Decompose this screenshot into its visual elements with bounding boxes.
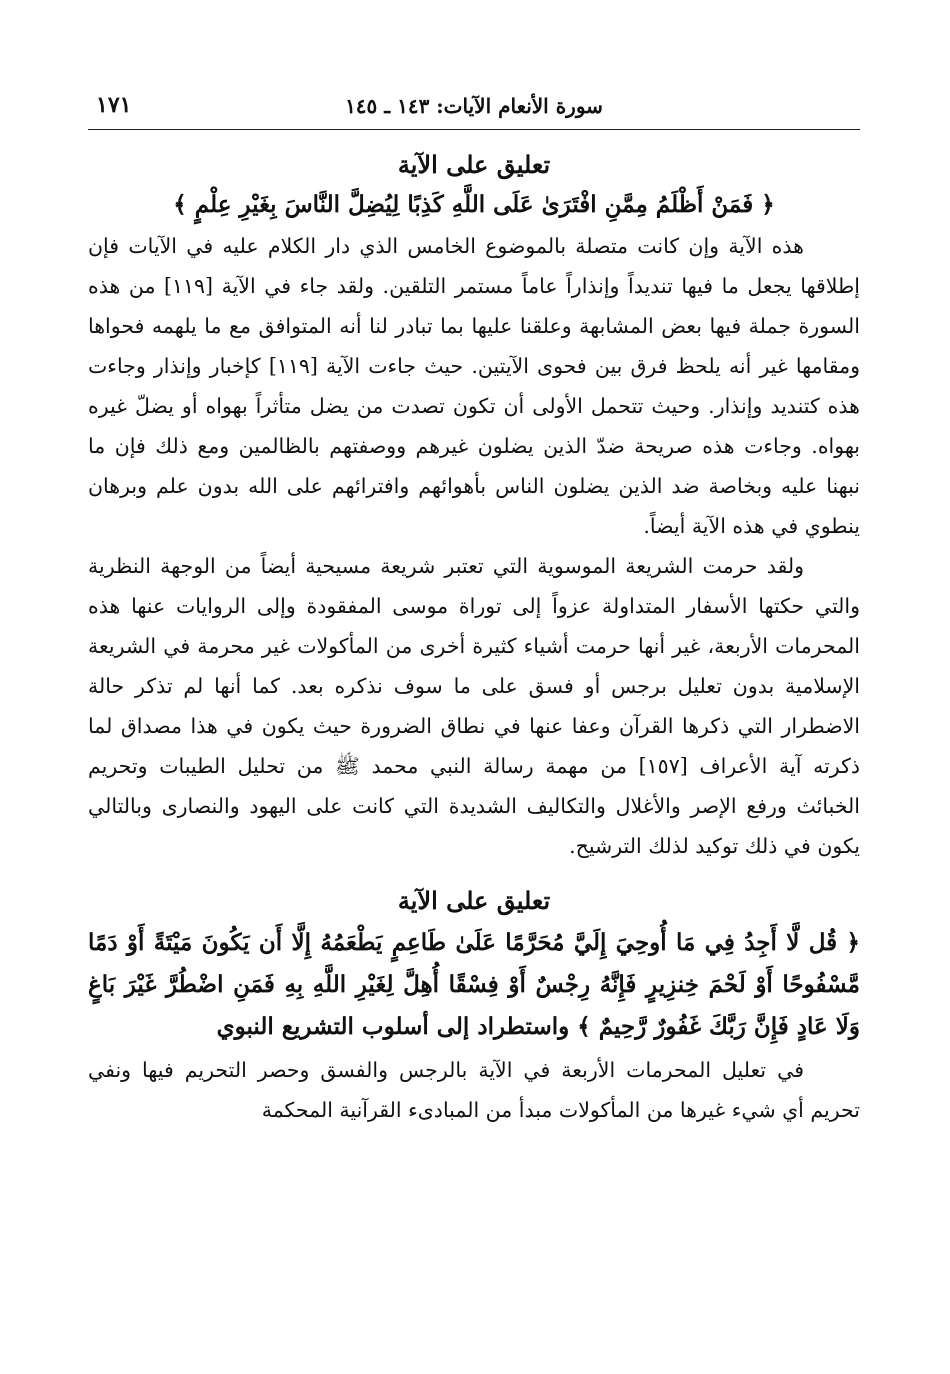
paragraph: ولقد حرمت الشريعة الموسوية التي تعتبر شريعة مسيحية أيضاً من الوجهة النظرية والتي حكتها الأسفار المتداولة عزواً إلى توراة موسى المفقودة وإلى الروايات عنها هذه المحرمات الأربعة، غير أنها حرمت أشياء كثيرة أخرى من المأكولات غير محرمة في الشريعة الإسلامية بدون تعليل برجس أو فسق على ما سوف نذكره بعد. كما أنها لم تذكر حالة الاضطرار التي ذكرها القرآن وعفا عنها في نطاق الضرورة حيث يكون في هذا مصداق لما ذكرته آية الأعراف [١٥٧] من مهمة رسالة النبي محمد ﷺ من تحليل الطيبات وتحريم الخبائث ورفع الإصر والأغلال والتكاليف الشديدة التي كانت على اليهود والنصارى وبالتالي يكون في ذلك توكيد لذلك الترشيح.: [88, 554, 860, 858]
verse-text: قُل لَّا أَجِدُ فِي مَا أُوحِيَ إِلَيَّ مُحَرَّمًا عَلَىٰ طَاعِمٍ يَطْعَمُهُ إِلَّا أَن يَكُونَ مَيْتَةً أَوْ دَمًا مَّسْفُوحًا أَوْ لَحْمَ خِنزِيرٍ فَإِنَّهُ رِجْسٌ أَوْ فِسْقًا أُهِلَّ لِغَيْرِ اللَّهِ بِهِ فَمَنِ اضْطُرَّ غَيْرَ بَاغٍ وَلَا عَادٍ فَإِنَّ رَبَّكَ غَفُورٌ رَّحِيمٌ: [88, 929, 860, 1040]
quran-verse: [88, 186, 860, 224]
paragraph: في تعليل المحرمات الأربعة في الآية بالرجس والفسق وحصر التحريم فيها ونفي تحريم أي شيء غيرها من المأكولات مبدأ من المبادىء القرآنية المحكمة: [88, 1058, 860, 1122]
section-first-commentary: [88, 150, 860, 866]
verse-close-bracket: ﴾: [173, 191, 187, 218]
page-number: ١٧١: [96, 92, 132, 118]
verse-open-bracket: ﴿: [846, 929, 860, 956]
section-subtitle: واستطراد إلى أسلوب التشريع النبوي: [216, 1013, 570, 1040]
verse-open-bracket: ﴿: [761, 191, 775, 218]
running-title: سورة الأنعام الآيات: ١٤٣ ـ ١٤٥: [345, 94, 603, 118]
quran-verse: [88, 922, 860, 1048]
verse-text: فَمَنْ أَظْلَمُ مِمَّنِ افْتَرَىٰ عَلَى اللَّهِ كَذِبًا لِيُضِلَّ النَّاسَ بِغَيْرِ عِلْمٍ: [194, 191, 754, 218]
section-second-commentary: [88, 886, 860, 1130]
page: [88, 86, 860, 1130]
paragraph: هذه الآية وإن كانت متصلة بالموضوع الخامس الذي دار الكلام عليه في الآيات فإن إطلاقها يجعل ما فيها تنديداً وإنذاراً عاماً مستمر التلقين. ولقد جاء في الآية [١١٩] من هذه السورة جملة فيها بعض المشابهة وعلقنا عليها بما تبادر لنا أنه المتوافق مع ما يلهمه فحواها ومقامها غير أنه يلحظ فرق بين فحوى الآيتين. حيث جاءت الآية [١١٩] كإخبار وإنذار وجاءت هذه كتنديد وإنذار. وحيث تتحمل الأولى أن تكون تصدت من يضل متأثراً بهواه أو يضلّ غيره بهواه. وجاءت هذه صريحة ضدّ الذين يضلون غيرهم ووصفتهم بالظالمين ومع ذلك فإن ما نبهنا عليه وبخاصة ضد الذين يضلون الناس بأهوائهم وافترائهم على الله بدون علم وبرهان ينطوي في هذه الآية أيضاً.: [88, 234, 860, 538]
page-header: [88, 86, 860, 130]
section-heading: تعليق على الآية: [397, 886, 551, 915]
section-heading: تعليق على الآية: [397, 150, 551, 179]
verse-close-bracket: ﴾: [577, 1013, 591, 1040]
